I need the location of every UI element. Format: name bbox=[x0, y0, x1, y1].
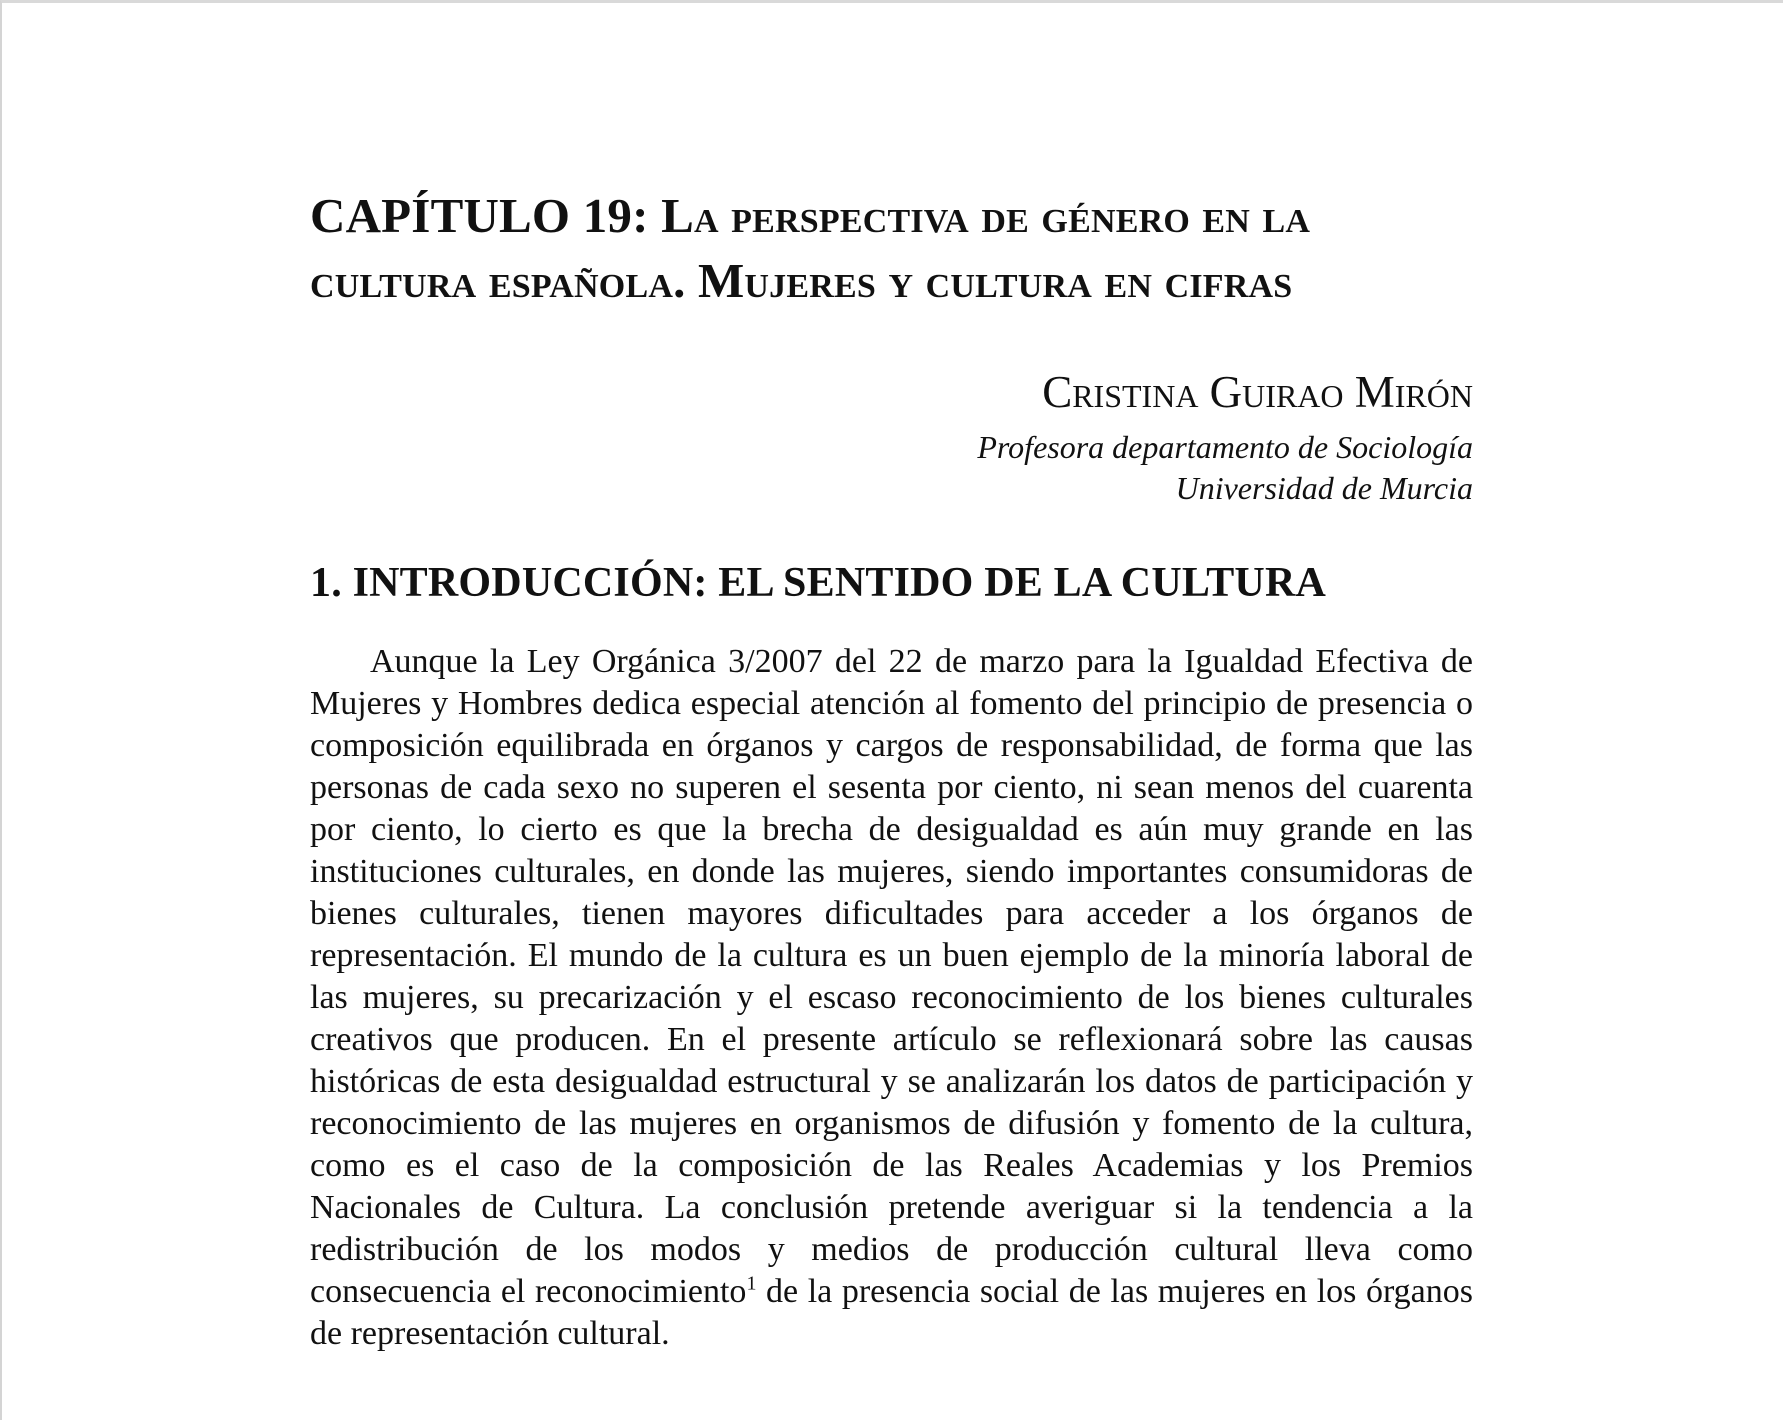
chapter-title-text: La perspectiva de género en la cultura española. Mujeres y cultura en cifras bbox=[310, 188, 1311, 308]
page-content bbox=[310, 183, 1473, 1355]
body-paragraph bbox=[310, 641, 1473, 1355]
author-name: Cristina Guirao Mirón bbox=[1042, 367, 1473, 417]
author-affiliation-university: Universidad de Murcia bbox=[1175, 470, 1473, 506]
author-affiliation-department: Profesora departamento de Sociología bbox=[977, 429, 1473, 465]
paragraph-text-part-1: Aunque la Ley Orgánica 3/2007 del 22 de marzo para la Igualdad Efectiva de Mujeres y Hombres dedica especial atención al fomento del principio de presencia o composición equilibrada en órganos y cargos de responsabilidad, de forma que las personas de cada sexo no superen el sesenta por ciento, ni sean menos del cuarenta por ciento, lo cierto es que la brecha de desigualdad es aún muy grande en las instituciones culturales, en donde las mujeres, siendo importantes consumidoras de bienes culturales, tienen mayores dificultades para acceder a los órganos de representación. El mundo de la cultura es un buen ejemplo de la minoría laboral de las mujeres, su precarización y el escaso reconocimiento de los bienes culturales creativos que producen. En el presente artículo se reflexionará sobre las causas históricas de esta desigualdad estructural y se analizarán los datos de participación y reconocimiento de las mujeres en organismos de difusión y fomento de la cultura, como es el caso de la composición de las Reales Academias y los Premios Nacionales de Cultura. La conclusión pretende averiguar si la tendencia a la redistribución de los modos y medios de producción cultural lleva como consecuencia el reconocimiento bbox=[310, 643, 1473, 1310]
footnote-reference[interactable]: 1 bbox=[746, 1272, 757, 1295]
author-block bbox=[310, 365, 1473, 509]
section-heading: 1. INTRODUCCIÓN: EL SENTIDO DE LA CULTURA bbox=[310, 560, 1327, 606]
paragraph-text-part-2: de la presencia social de las mujeres en los órganos de representación cultural. bbox=[310, 1273, 1473, 1352]
chapter-title bbox=[310, 183, 1473, 313]
chapter-label: CAPÍTULO 19: bbox=[310, 188, 662, 243]
